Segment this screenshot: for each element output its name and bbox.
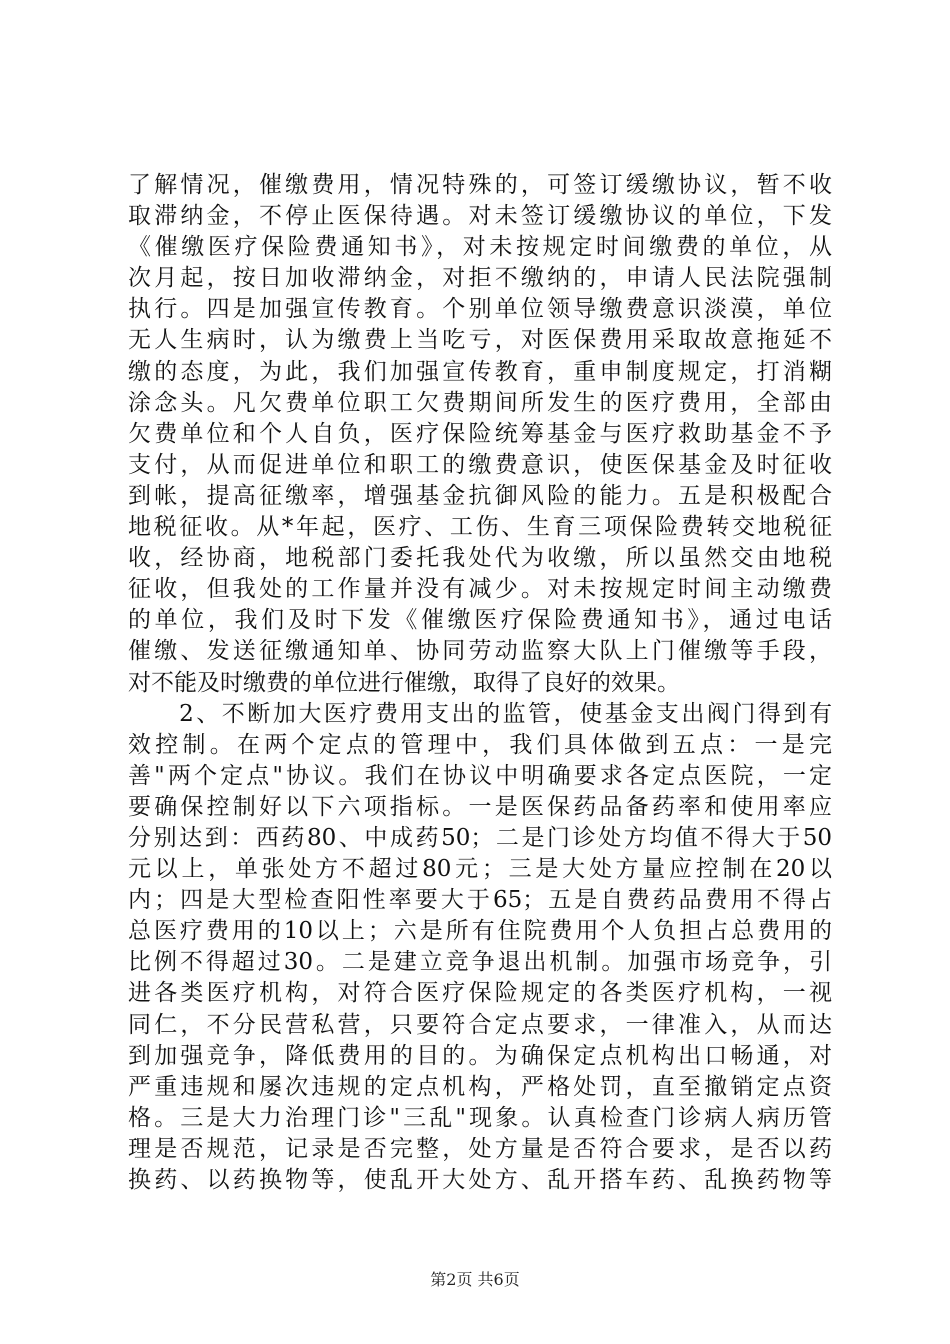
text-line: 进各类医疗机构，对符合医疗保险规定的各类医疗机构，一视	[128, 980, 832, 1007]
text-line: 到加强竞争，降低费用的目的。为确保定点机构出口畅通，对	[128, 1042, 832, 1069]
text-line: 的单位，我们及时下发《催缴医疗保险费通知书》，通过电话	[128, 607, 832, 634]
text-line: 无人生病时，认为缴费上当吃亏，对医保费用采取故意拖延不	[128, 327, 832, 354]
text-line: 比例不得超过30。二是建立竞争退出机制。加强市场竞争，引	[128, 949, 832, 976]
text-line: 次月起，按日加收滞纳金，对拒不缴纳的，申请人民法院强制	[128, 265, 832, 292]
text-line: 善"两个定点"协议。我们在协议中明确要求各定点医院，一定	[128, 762, 832, 789]
text-line: 地税征收。从*年起，医疗、工伤、生育三项保险费转交地税征	[128, 514, 832, 541]
text-line: 欠费单位和个人自负，医疗保险统筹基金与医疗救助基金不予	[128, 420, 832, 447]
text-line: 严重违规和屡次违规的定点机构，严格处罚，直至撤销定点资	[128, 1073, 832, 1100]
page-number-footer: 第2页 共6页	[430, 1270, 520, 1289]
text-line: 收，经协商，地税部门委托我处代为收缴，所以虽然交由地税	[128, 545, 832, 572]
text-line: 换药、以药换物等，使乱开大处方、乱开搭车药、乱换药物等	[128, 1167, 832, 1193]
text-line: 《催缴医疗保险费通知书》，对未按规定时间缴费的单位，从	[128, 234, 832, 261]
text-line: 格。三是大力治理门诊"三乱"现象。认真检查门诊病人病历管	[128, 1104, 832, 1131]
text-line: 同仁，不分民营私营，只要符合定点要求，一律准入，从而达	[128, 1011, 832, 1038]
text-line: 取滞纳金，不停止医保待遇。对未签订缓缴协议的单位，下发	[128, 203, 832, 230]
paragraph-start-line: 2、不断加大医疗费用支出的监管，使基金支出阀门得到有	[128, 700, 832, 727]
text-line: 支付，从而促进单位和职工的缴费意识，使医保基金及时征收	[128, 451, 832, 478]
text-line: 分别达到：西药80、中成药50；二是门诊处方均值不得大于50	[128, 824, 832, 851]
text-line: 了解情况，催缴费用，情况特殊的，可签订缓缴协议，暂不收	[128, 172, 832, 198]
text-line: 理是否规范，记录是否完整，处方量是否符合要求，是否以药	[128, 1135, 832, 1162]
text-line: 到帐，提高征缴率，增强基金抗御风险的能力。五是积极配合	[128, 482, 832, 509]
text-line: 催缴、发送征缴通知单、协同劳动监察大队上门催缴等手段，	[128, 638, 832, 665]
text-line: 执行。四是加强宣传教育。个别单位领导缴费意识淡漠，单位	[128, 296, 832, 323]
document-body	[128, 170, 832, 1196]
text-line: 内；四是大型检查阳性率要大于65；五是自费药品费用不得占	[128, 887, 832, 914]
text-line: 效控制。在两个定点的管理中，我们具体做到五点：一是完	[128, 731, 832, 758]
text-line: 要确保控制好以下六项指标。一是医保药品备药率和使用率应	[128, 793, 832, 820]
text-line: 征收，但我处的工作量并没有减少。对未按规定时间主动缴费	[128, 576, 832, 603]
text-line: 涂念头。凡欠费单位职工欠费期间所发生的医疗费用，全部由	[128, 389, 832, 416]
paragraph-end-line: 对不能及时缴费的单位进行催缴，取得了良好的效果。	[128, 669, 680, 696]
text-line: 元以上，单张处方不超过80元；三是大处方量应控制在20以	[128, 856, 832, 883]
text-line: 总医疗费用的10以上；六是所有住院费用个人负担占总费用的	[128, 918, 832, 945]
text-line: 缴的态度，为此，我们加强宣传教育，重申制度规定，打消糊	[128, 358, 832, 385]
